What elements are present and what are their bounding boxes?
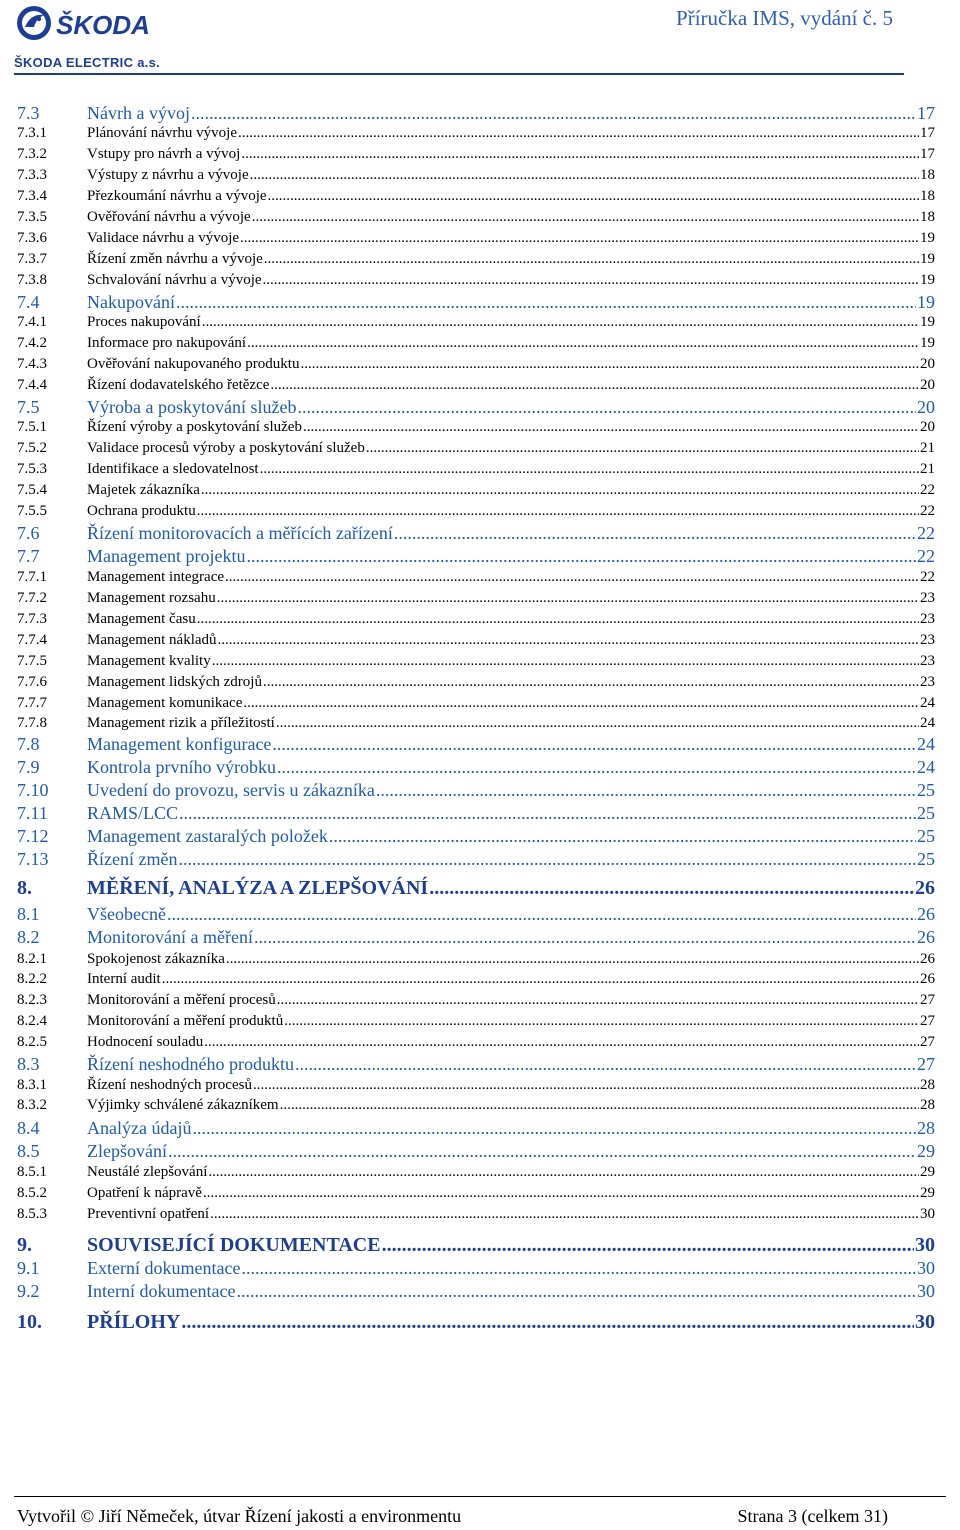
toc-entry[interactable] bbox=[17, 376, 935, 394]
toc-leader-dots bbox=[246, 546, 916, 566]
toc-entry-title: Uvedení do provozu, servis u zákazníka bbox=[87, 780, 375, 800]
toc-leader-dots bbox=[192, 1118, 916, 1138]
toc-entry-number: 7.9 bbox=[17, 757, 40, 777]
toc-entry[interactable] bbox=[17, 229, 935, 247]
toc-leader-dots bbox=[191, 103, 916, 123]
toc-entry[interactable] bbox=[17, 271, 935, 289]
toc-entry-page: 19 bbox=[920, 314, 935, 330]
toc-leader-dots bbox=[253, 1076, 919, 1094]
toc-entry-number: 7.4 bbox=[17, 292, 40, 312]
toc-leader-dots bbox=[277, 757, 916, 777]
toc-entry-page: 17 bbox=[917, 103, 935, 123]
toc-entry-number: 7.7 bbox=[17, 546, 40, 566]
toc-entry-title: Monitorování a měření produktů bbox=[87, 1013, 284, 1029]
toc-entry-page: 19 bbox=[917, 292, 935, 312]
toc-leader-dots bbox=[241, 1258, 916, 1278]
toc-entry-title: Management zastaralých položek bbox=[87, 826, 328, 846]
toc-leader-dots bbox=[329, 826, 916, 846]
toc-leader-dots bbox=[218, 631, 919, 649]
toc-entry-number: 7.3.4 bbox=[17, 188, 47, 204]
toc-entry-title: Opatření k nápravě bbox=[87, 1185, 202, 1201]
toc-entry-page: 28 bbox=[920, 1097, 935, 1113]
toc-entry[interactable] bbox=[17, 481, 935, 499]
toc-entry-number: 7.3.7 bbox=[17, 251, 47, 267]
toc-entry[interactable] bbox=[17, 826, 935, 846]
toc-entry-title: Přezkoumání návrhu a vývoje bbox=[87, 188, 267, 204]
toc-entry-title: Externí dokumentace bbox=[87, 1258, 241, 1278]
toc-entry[interactable] bbox=[17, 1054, 935, 1074]
toc-entry-page: 22 bbox=[920, 482, 935, 498]
toc-entry-title: Preventivní opatření bbox=[87, 1206, 210, 1222]
toc-entry-title: Řízení neshodného produktu bbox=[87, 1054, 294, 1074]
toc-entry-title: Ověřování nakupovaného produktu bbox=[87, 356, 300, 372]
toc-entry[interactable] bbox=[17, 1141, 935, 1161]
toc-leader-dots bbox=[270, 376, 919, 394]
toc-entry[interactable] bbox=[17, 1118, 935, 1138]
toc-entry-page: 23 bbox=[920, 632, 935, 648]
toc-entry-page: 19 bbox=[920, 251, 935, 267]
toc-entry-title: Interní audit bbox=[87, 971, 161, 987]
toc-leader-dots bbox=[210, 1205, 919, 1223]
toc-entry-page: 22 bbox=[920, 569, 935, 585]
toc-entry-number: 7.3 bbox=[17, 103, 40, 123]
toc-entry-number: 7.7.7 bbox=[17, 695, 47, 711]
toc-leader-dots bbox=[203, 1184, 919, 1202]
toc-leader-dots bbox=[197, 502, 919, 520]
toc-entry[interactable] bbox=[17, 124, 935, 142]
toc-leader-dots bbox=[204, 1033, 919, 1051]
toc-entry-number: 7.7.6 bbox=[17, 674, 47, 690]
toc-entry-title: Management kvality bbox=[87, 653, 211, 669]
toc-entry-title: Zlepšování bbox=[87, 1141, 167, 1161]
toc-entry-number: 8.2.1 bbox=[17, 951, 47, 967]
toc-entry-number: 8.3 bbox=[17, 1054, 40, 1074]
toc-entry-page: 18 bbox=[920, 167, 935, 183]
toc-entry[interactable] bbox=[17, 714, 935, 732]
toc-entry-page: 23 bbox=[920, 590, 935, 606]
toc-entry[interactable] bbox=[17, 568, 935, 586]
toc-entry-number: 7.3.3 bbox=[17, 167, 47, 183]
toc-entry-title: Všeobecně bbox=[87, 904, 166, 924]
toc-entry[interactable] bbox=[17, 780, 935, 800]
toc-entry-title: Management integrace bbox=[87, 569, 225, 585]
toc-leader-dots bbox=[300, 355, 919, 373]
toc-entry-title: Management lidských zdrojů bbox=[87, 674, 262, 690]
toc-entry-page: 19 bbox=[920, 272, 935, 288]
toc-leader-dots bbox=[260, 460, 919, 478]
toc-entry-title: Nakupování bbox=[87, 292, 175, 312]
toc-entry-page: 20 bbox=[920, 377, 935, 393]
toc-entry[interactable] bbox=[17, 523, 935, 543]
toc-leader-dots bbox=[303, 418, 919, 436]
toc-entry-title: Management času bbox=[87, 611, 196, 627]
toc-leader-dots bbox=[276, 714, 919, 732]
toc-leader-dots bbox=[382, 1234, 914, 1256]
toc-leader-dots bbox=[168, 1141, 916, 1161]
toc-leader-dots bbox=[263, 271, 919, 289]
toc-entry-number: 8.5.1 bbox=[17, 1164, 47, 1180]
toc-entry[interactable] bbox=[17, 589, 935, 607]
toc-entry-page: 17 bbox=[920, 125, 935, 141]
toc-entry[interactable] bbox=[17, 1033, 935, 1051]
toc-entry-number: 8.2 bbox=[17, 927, 40, 947]
toc-entry[interactable] bbox=[17, 1281, 935, 1301]
toc-entry-number: 7.5.3 bbox=[17, 461, 47, 477]
toc-entry-page: 20 bbox=[920, 419, 935, 435]
toc-entry-page: 30 bbox=[917, 1258, 935, 1278]
toc-entry-number: 8.2.5 bbox=[17, 1034, 47, 1050]
toc-entry-title: Schvalování návrhu a vývoje bbox=[87, 272, 262, 288]
toc-leader-dots bbox=[167, 904, 916, 924]
toc-entry-page: 25 bbox=[917, 780, 935, 800]
toc-entry-number: 7.11 bbox=[17, 803, 48, 823]
toc-entry-title: SOUVISEJÍCÍ DOKUMENTACE bbox=[87, 1234, 381, 1256]
document-title: Příručka IMS, vydání č. 5 bbox=[676, 6, 893, 30]
toc-entry-number: 8.2.2 bbox=[17, 971, 47, 987]
toc-entry[interactable] bbox=[17, 334, 935, 352]
toc-entry-page: 17 bbox=[920, 146, 935, 162]
toc-entry-page: 22 bbox=[917, 546, 935, 566]
toc-entry-page: 30 bbox=[917, 1281, 935, 1301]
toc-entry[interactable] bbox=[17, 1096, 935, 1114]
toc-entry-number: 7.13 bbox=[17, 849, 49, 869]
toc-entry-number: 8.5.2 bbox=[17, 1185, 47, 1201]
toc-entry-page: 23 bbox=[920, 611, 935, 627]
toc-entry[interactable] bbox=[17, 397, 935, 417]
toc-entry-number: 8. bbox=[17, 877, 32, 899]
toc-entry-page: 26 bbox=[920, 971, 935, 987]
toc-entry-title: Interní dokumentace bbox=[87, 1281, 236, 1301]
toc-entry-page: 26 bbox=[917, 904, 935, 924]
toc-entry-number: 7.3.5 bbox=[17, 209, 47, 225]
toc-entry-title: Spokojenost zákazníka bbox=[87, 951, 225, 967]
toc-entry[interactable] bbox=[17, 652, 935, 670]
toc-entry[interactable] bbox=[17, 250, 935, 268]
toc-entry-number: 7.7.2 bbox=[17, 590, 47, 606]
toc-leader-dots bbox=[201, 481, 919, 499]
toc-entry-page: 26 bbox=[917, 927, 935, 947]
toc-entry-title: Proces nakupování bbox=[87, 314, 201, 330]
toc-leader-dots bbox=[162, 970, 919, 988]
toc-entry-page: 22 bbox=[917, 523, 935, 543]
toc-entry-number: 7.4.3 bbox=[17, 356, 47, 372]
toc-entry-number: 8.3.1 bbox=[17, 1077, 47, 1093]
toc-entry-number: 7.4.4 bbox=[17, 377, 47, 393]
toc-leader-dots bbox=[236, 1281, 916, 1301]
toc-entry-number: 7.7.5 bbox=[17, 653, 47, 669]
toc-entry[interactable] bbox=[17, 1205, 935, 1223]
toc-entry[interactable] bbox=[17, 904, 935, 924]
toc-entry-title: Monitorování a měření bbox=[87, 927, 253, 947]
toc-entry-number: 7.5.2 bbox=[17, 440, 47, 456]
toc-entry-title: Validace procesů výroby a poskytování služeb bbox=[87, 440, 365, 456]
toc-leader-dots bbox=[179, 803, 916, 823]
toc-entry-page: 29 bbox=[920, 1164, 935, 1180]
toc-entry[interactable] bbox=[17, 166, 935, 184]
toc-entry-page: 24 bbox=[920, 715, 935, 731]
toc-entry-number: 7.3.1 bbox=[17, 125, 47, 141]
toc-entry-page: 24 bbox=[917, 734, 935, 754]
toc-entry[interactable] bbox=[17, 610, 935, 628]
toc-leader-dots bbox=[295, 1054, 916, 1074]
toc-entry-page: 26 bbox=[920, 951, 935, 967]
footer-page-info: Strana 3 (celkem 31) bbox=[737, 1506, 888, 1526]
toc-entry-number: 7.5.1 bbox=[17, 419, 47, 435]
toc-entry-page: 21 bbox=[920, 440, 935, 456]
toc-entry-title: Řízení dodavatelského řetězce bbox=[87, 377, 270, 393]
toc-entry[interactable] bbox=[17, 734, 935, 754]
toc-entry-page: 19 bbox=[920, 230, 935, 246]
toc-entry-title: Management nákladů bbox=[87, 632, 217, 648]
toc-entry-page: 18 bbox=[920, 209, 935, 225]
toc-entry-number: 7.4.1 bbox=[17, 314, 47, 330]
toc-entry-page: 26 bbox=[915, 877, 935, 899]
toc-entry-page: 21 bbox=[920, 461, 935, 477]
toc-leader-dots bbox=[238, 124, 919, 142]
toc-entry[interactable] bbox=[17, 418, 935, 436]
toc-entry[interactable] bbox=[17, 355, 935, 373]
toc-leader-dots bbox=[277, 991, 919, 1009]
toc-entry-title: Výroba a poskytování služeb bbox=[87, 397, 297, 417]
toc-entry-page: 28 bbox=[920, 1077, 935, 1093]
toc-entry-number: 7.3.2 bbox=[17, 146, 47, 162]
toc-entry[interactable] bbox=[17, 877, 935, 899]
toc-leader-dots bbox=[263, 673, 919, 691]
toc-entry-page: 30 bbox=[915, 1234, 935, 1256]
toc-entry-title: Majetek zákazníka bbox=[87, 482, 200, 498]
toc-entry[interactable] bbox=[17, 1311, 935, 1333]
toc-entry[interactable] bbox=[17, 991, 935, 1009]
toc-entry[interactable] bbox=[17, 1234, 935, 1256]
toc-entry-number: 9. bbox=[17, 1234, 32, 1256]
toc-entry-page: 29 bbox=[917, 1141, 935, 1161]
toc-entry-number: 9.1 bbox=[17, 1258, 40, 1278]
toc-leader-dots bbox=[226, 950, 919, 968]
toc-entry-page: 27 bbox=[920, 1013, 935, 1029]
toc-entry-title: Management rozsahu bbox=[87, 590, 216, 606]
toc-leader-dots bbox=[225, 568, 919, 586]
toc-entry-title: Výjimky schválené zákazníkem bbox=[87, 1097, 279, 1113]
toc-entry-page: 27 bbox=[920, 992, 935, 1008]
toc-entry[interactable] bbox=[17, 1076, 935, 1094]
toc-entry-title: Návrh a vývoj bbox=[87, 103, 190, 123]
toc-leader-dots bbox=[247, 334, 919, 352]
toc-leader-dots bbox=[366, 439, 919, 457]
toc-entry-title: RAMS/LCC bbox=[87, 803, 179, 823]
toc-entry-title: Plánování návrhu vývoje bbox=[87, 125, 237, 141]
toc-entry-page: 24 bbox=[917, 757, 935, 777]
toc-entry[interactable] bbox=[17, 439, 935, 457]
toc-entry-number: 8.4 bbox=[17, 1118, 40, 1138]
toc-entry-number: 7.7.3 bbox=[17, 611, 47, 627]
toc-entry-page: 28 bbox=[917, 1118, 935, 1138]
toc-leader-dots bbox=[284, 1012, 919, 1030]
toc-entry-number: 7.8 bbox=[17, 734, 40, 754]
toc-entry[interactable] bbox=[17, 1012, 935, 1030]
toc-entry-title: Hodnocení souladu bbox=[87, 1034, 204, 1050]
toc-entry[interactable] bbox=[17, 970, 935, 988]
toc-entry[interactable] bbox=[17, 208, 935, 226]
toc-leader-dots bbox=[181, 1311, 914, 1333]
toc-entry-page: 23 bbox=[920, 653, 935, 669]
toc-entry-number: 7.5 bbox=[17, 397, 40, 417]
toc-entry-page: 20 bbox=[920, 356, 935, 372]
toc-entry[interactable] bbox=[17, 292, 935, 312]
toc-entry-number: 7.4.2 bbox=[17, 335, 47, 351]
toc-entry-title: Monitorování a měření procesů bbox=[87, 992, 276, 1008]
toc-entry-title: Ochrana produktu bbox=[87, 503, 196, 519]
toc-entry[interactable] bbox=[17, 313, 935, 331]
toc-entry-number: 7.7.1 bbox=[17, 569, 47, 585]
toc-entry-page: 30 bbox=[915, 1311, 935, 1333]
toc-leader-dots bbox=[394, 523, 916, 543]
toc-entry[interactable] bbox=[17, 502, 935, 520]
toc-entry-title: Management projektu bbox=[87, 546, 246, 566]
toc-leader-dots bbox=[250, 166, 919, 184]
toc-entry-page: 25 bbox=[917, 849, 935, 869]
toc-entry-title: Řízení změn návrhu a vývoje bbox=[87, 251, 263, 267]
toc-leader-dots bbox=[272, 734, 916, 754]
toc-leader-dots bbox=[429, 877, 914, 899]
toc-entry-page: 24 bbox=[920, 695, 935, 711]
toc-entry[interactable] bbox=[17, 694, 935, 712]
toc-entry[interactable] bbox=[17, 673, 935, 691]
toc-entry-number: 8.5 bbox=[17, 1141, 40, 1161]
toc-leader-dots bbox=[264, 250, 919, 268]
toc-entry-page: 22 bbox=[920, 503, 935, 519]
toc-entry-number: 7.12 bbox=[17, 826, 49, 846]
page-header bbox=[0, 0, 960, 80]
toc-entry-title: Management konfigurace bbox=[87, 734, 272, 754]
toc-entry-title: Neustálé zlepšování bbox=[87, 1164, 208, 1180]
toc-entry-number: 8.3.2 bbox=[17, 1097, 47, 1113]
toc-entry[interactable] bbox=[17, 803, 935, 823]
toc-leader-dots bbox=[197, 610, 919, 628]
toc-entry[interactable] bbox=[17, 460, 935, 478]
toc-entry-number: 7.5.5 bbox=[17, 503, 47, 519]
toc-entry-page: 27 bbox=[920, 1034, 935, 1050]
toc-entry-number: 10. bbox=[17, 1311, 42, 1333]
toc-leader-dots bbox=[280, 1096, 919, 1114]
toc-leader-dots bbox=[178, 849, 916, 869]
toc-entry-title: Vstupy pro návrh a vývoj bbox=[87, 146, 241, 162]
toc-entry-number: 7.7.8 bbox=[17, 715, 47, 731]
toc-entry[interactable] bbox=[17, 631, 935, 649]
header-divider bbox=[14, 73, 904, 75]
toc-entry-number: 8.1 bbox=[17, 904, 40, 924]
toc-entry-page: 30 bbox=[920, 1206, 935, 1222]
toc-leader-dots bbox=[212, 652, 919, 670]
toc-leader-dots bbox=[240, 229, 919, 247]
toc-entry-number: 7.3.6 bbox=[17, 230, 47, 246]
toc-entry-title: Kontrola prvního výrobku bbox=[87, 757, 276, 777]
toc-leader-dots bbox=[208, 1163, 919, 1181]
toc-entry-title: Řízení výroby a poskytování služeb bbox=[87, 419, 302, 435]
toc-entry-page: 20 bbox=[917, 397, 935, 417]
toc-leader-dots bbox=[297, 397, 916, 417]
toc-entry-number: 7.7.4 bbox=[17, 632, 47, 648]
toc-entry-number: 7.10 bbox=[17, 780, 49, 800]
toc-entry[interactable] bbox=[17, 1163, 935, 1181]
toc-entry-title: Identifikace a sledovatelnost bbox=[87, 461, 259, 477]
toc-entry[interactable] bbox=[17, 1258, 935, 1278]
toc-entry-page: 27 bbox=[917, 1054, 935, 1074]
toc-entry-title: Řízení změn bbox=[87, 849, 178, 869]
toc-entry-title: Management rizik a příležitostí bbox=[87, 715, 275, 731]
toc-entry-number: 7.5.4 bbox=[17, 482, 47, 498]
toc-leader-dots bbox=[254, 927, 916, 947]
toc-entry[interactable] bbox=[17, 849, 935, 869]
toc-entry-page: 29 bbox=[920, 1185, 935, 1201]
toc-entry-page: 23 bbox=[920, 674, 935, 690]
toc-leader-dots bbox=[241, 145, 919, 163]
footer-divider bbox=[14, 1496, 946, 1497]
toc-entry[interactable] bbox=[17, 103, 935, 123]
logo-wordmark: ŠKODA bbox=[56, 10, 150, 40]
toc-entry[interactable] bbox=[17, 187, 935, 205]
toc-entry-page: 25 bbox=[917, 803, 935, 823]
toc-entry-title: MĚŘENÍ, ANALÝZA A ZLEPŠOVÁNÍ bbox=[87, 877, 429, 899]
toc-entry[interactable] bbox=[17, 546, 935, 566]
toc-entry-page: 19 bbox=[920, 335, 935, 351]
toc-entry[interactable] bbox=[17, 1184, 935, 1202]
toc-entry-title: Výstupy z návrhu a vývoje bbox=[87, 167, 249, 183]
toc-leader-dots bbox=[176, 292, 916, 312]
toc-entry-title: Ověřování návrhu a vývoje bbox=[87, 209, 251, 225]
toc-entry-page: 18 bbox=[920, 188, 935, 204]
toc-entry-number: 8.2.3 bbox=[17, 992, 47, 1008]
toc-entry-number: 8.2.4 bbox=[17, 1013, 47, 1029]
toc-entry-title: Informace pro nakupování bbox=[87, 335, 247, 351]
toc-entry-number: 7.3.8 bbox=[17, 272, 47, 288]
toc-entry[interactable] bbox=[17, 145, 935, 163]
toc-entry-number: 8.5.3 bbox=[17, 1206, 47, 1222]
toc-entry-number: 7.6 bbox=[17, 523, 40, 543]
toc-leader-dots bbox=[243, 694, 919, 712]
toc-entry-title: PŘÍLOHY bbox=[87, 1311, 181, 1333]
toc-entry-title: Řízení neshodných procesů bbox=[87, 1077, 252, 1093]
toc-entry[interactable] bbox=[17, 927, 935, 947]
toc-leader-dots bbox=[217, 589, 919, 607]
toc-leader-dots bbox=[202, 313, 919, 331]
toc-entry-title: Řízení monitorovacích a měřících zařízení bbox=[87, 523, 393, 543]
company-name: ŠKODA ELECTRIC a.s. bbox=[14, 55, 161, 70]
toc-leader-dots bbox=[252, 208, 919, 226]
skoda-logo bbox=[14, 3, 164, 47]
footer-author: Vytvořil © Jiří Němeček, útvar Řízení jakosti a environmentu bbox=[17, 1506, 462, 1526]
toc-entry-title: Validace návrhu a vývoje bbox=[87, 230, 240, 246]
toc-entry-title: Analýza údajů bbox=[87, 1118, 192, 1138]
toc-entry-number: 9.2 bbox=[17, 1281, 40, 1301]
toc-entry[interactable] bbox=[17, 950, 935, 968]
toc-entry-page: 25 bbox=[917, 826, 935, 846]
toc-leader-dots bbox=[376, 780, 916, 800]
toc-entry[interactable] bbox=[17, 757, 935, 777]
toc-entry-title: Management komunikace bbox=[87, 695, 243, 711]
toc-leader-dots bbox=[268, 187, 919, 205]
